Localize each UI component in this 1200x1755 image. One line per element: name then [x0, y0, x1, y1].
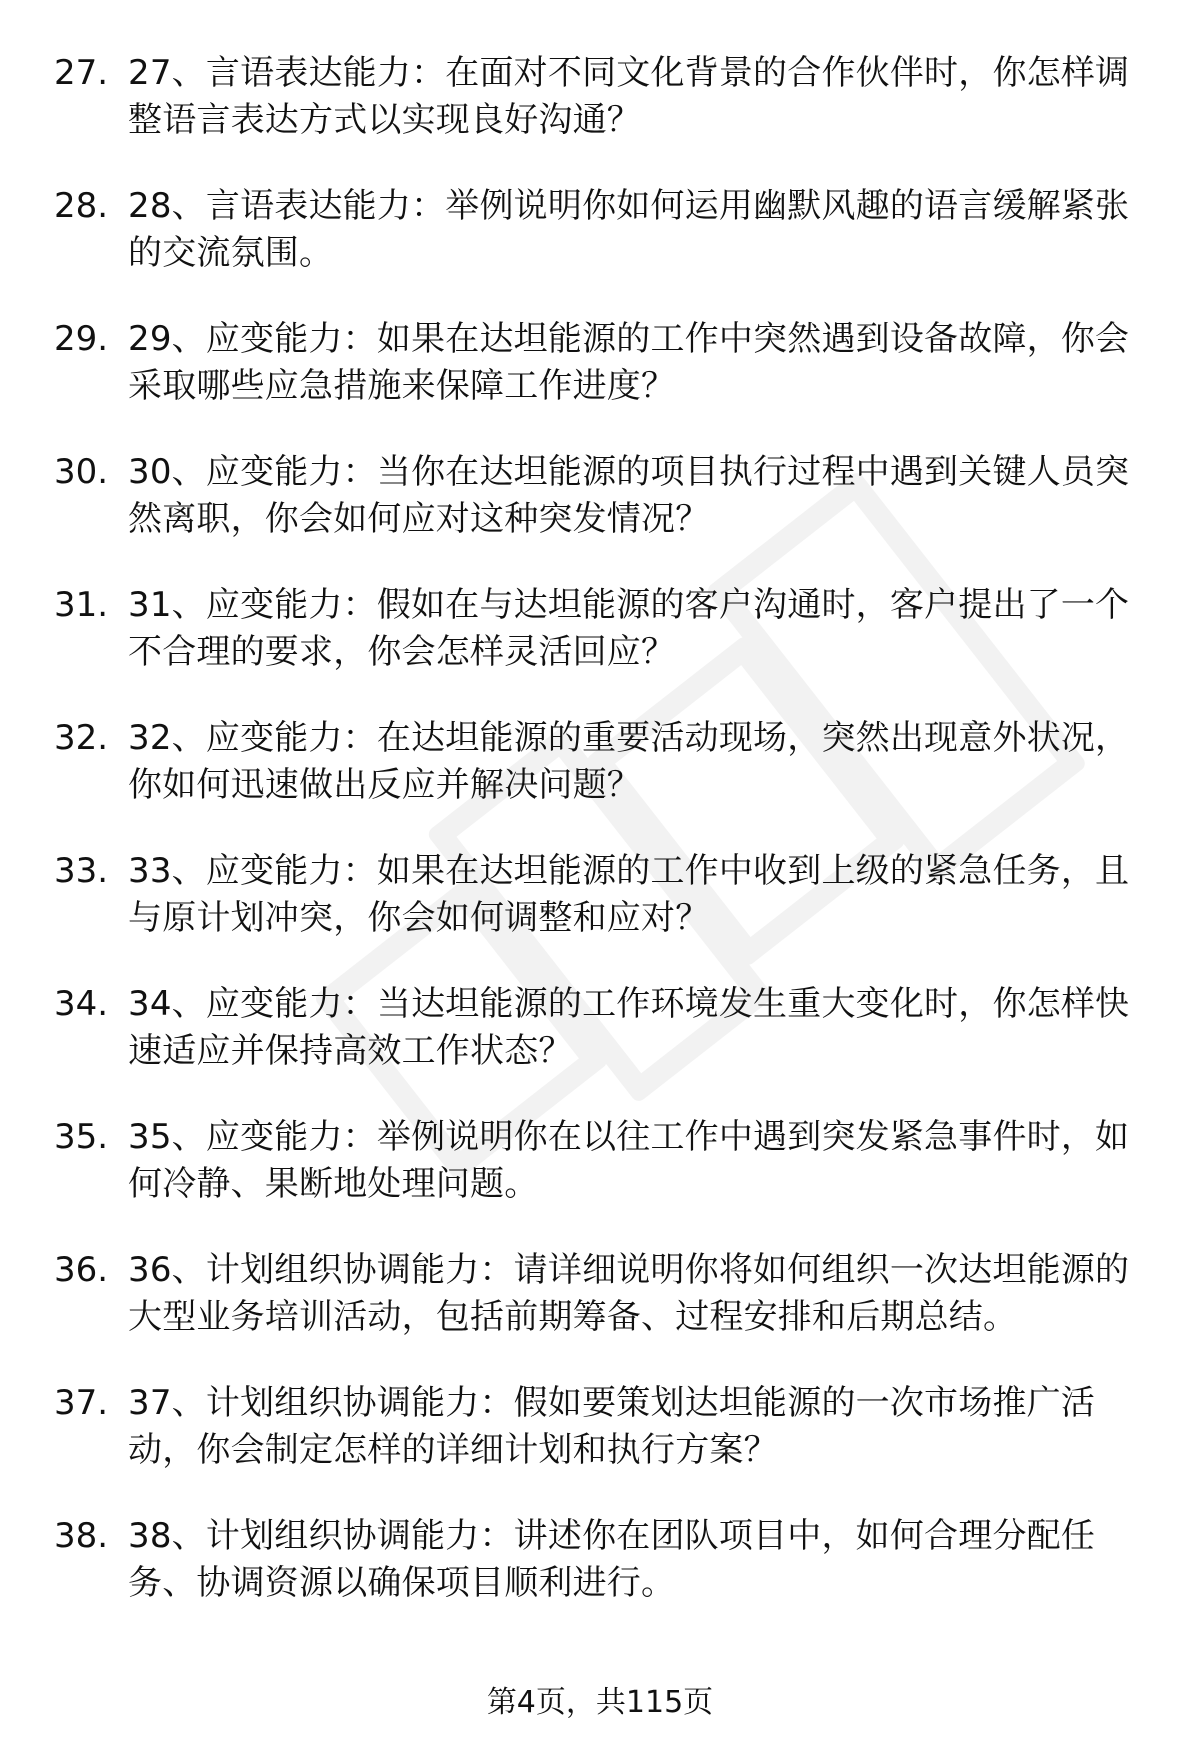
question-number: 32.	[54, 718, 109, 758]
question-text: 30、应变能力：当你在达坦能源的项目执行过程中遇到关键人员突然离职，你会如何应对这种突发情况？	[128, 452, 1130, 539]
list-item	[0, 50, 1200, 183]
question-number: 29.	[54, 319, 109, 359]
question-number: 35.	[54, 1117, 109, 1157]
list-item	[0, 848, 1200, 981]
question-text: 38、计划组织协调能力：讲述你在团队项目中，如何合理分配任务、协调资源以确保项目顺利进行。	[128, 1516, 1096, 1603]
list-item	[0, 316, 1200, 449]
question-text: 32、应变能力：在达坦能源的重要活动现场，突然出现意外状况，你如何迅速做出反应并解决问题？	[128, 718, 1130, 805]
question-number: 36.	[54, 1250, 109, 1290]
question-number: 33.	[54, 851, 109, 891]
question-list	[0, 50, 1200, 1646]
question-number: 30.	[54, 452, 109, 492]
question-text: 34、应变能力：当达坦能源的工作环境发生重大变化时，你怎样快速适应并保持高效工作状态？	[128, 984, 1130, 1071]
list-item	[0, 715, 1200, 848]
question-text: 37、计划组织协调能力：假如要策划达坦能源的一次市场推广活动，你会制定怎样的详细计划和执行方案？	[128, 1383, 1096, 1470]
question-number: 38.	[54, 1516, 109, 1556]
question-number: 37.	[54, 1383, 109, 1423]
list-item	[0, 1380, 1200, 1513]
question-text: 27、言语表达能力：在面对不同文化背景的合作伙伴时，你怎样调整语言表达方式以实现良好沟通？	[128, 53, 1130, 140]
page-number: 第4页，共115页	[486, 1685, 714, 1720]
list-item	[0, 582, 1200, 715]
question-text: 33、应变能力：如果在达坦能源的工作中收到上级的紧急任务，且与原计划冲突，你会如何调整和应对？	[128, 851, 1130, 938]
list-item	[0, 1513, 1200, 1646]
question-number: 27.	[54, 53, 109, 93]
question-number: 28.	[54, 186, 109, 226]
question-number: 34.	[54, 984, 109, 1024]
list-item	[0, 183, 1200, 316]
question-text: 29、应变能力：如果在达坦能源的工作中突然遇到设备故障，你会采取哪些应急措施来保障工作进度？	[128, 319, 1130, 406]
question-text: 31、应变能力：假如在与达坦能源的客户沟通时，客户提出了一个不合理的要求，你会怎样灵活回应？	[128, 585, 1130, 672]
question-text: 28、言语表达能力：举例说明你如何运用幽默风趣的语言缓解紧张的交流氛围。	[128, 186, 1130, 273]
list-item	[0, 1114, 1200, 1247]
question-text: 36、计划组织协调能力：请详细说明你将如何组织一次达坦能源的大型业务培训活动，包括前期筹备、过程安排和后期总结。	[128, 1250, 1130, 1337]
question-number: 31.	[54, 585, 109, 625]
list-item	[0, 449, 1200, 582]
list-item	[0, 1247, 1200, 1380]
list-item	[0, 981, 1200, 1114]
question-text: 35、应变能力：举例说明你在以往工作中遇到突发紧急事件时，如何冷静、果断地处理问题。	[128, 1117, 1130, 1204]
